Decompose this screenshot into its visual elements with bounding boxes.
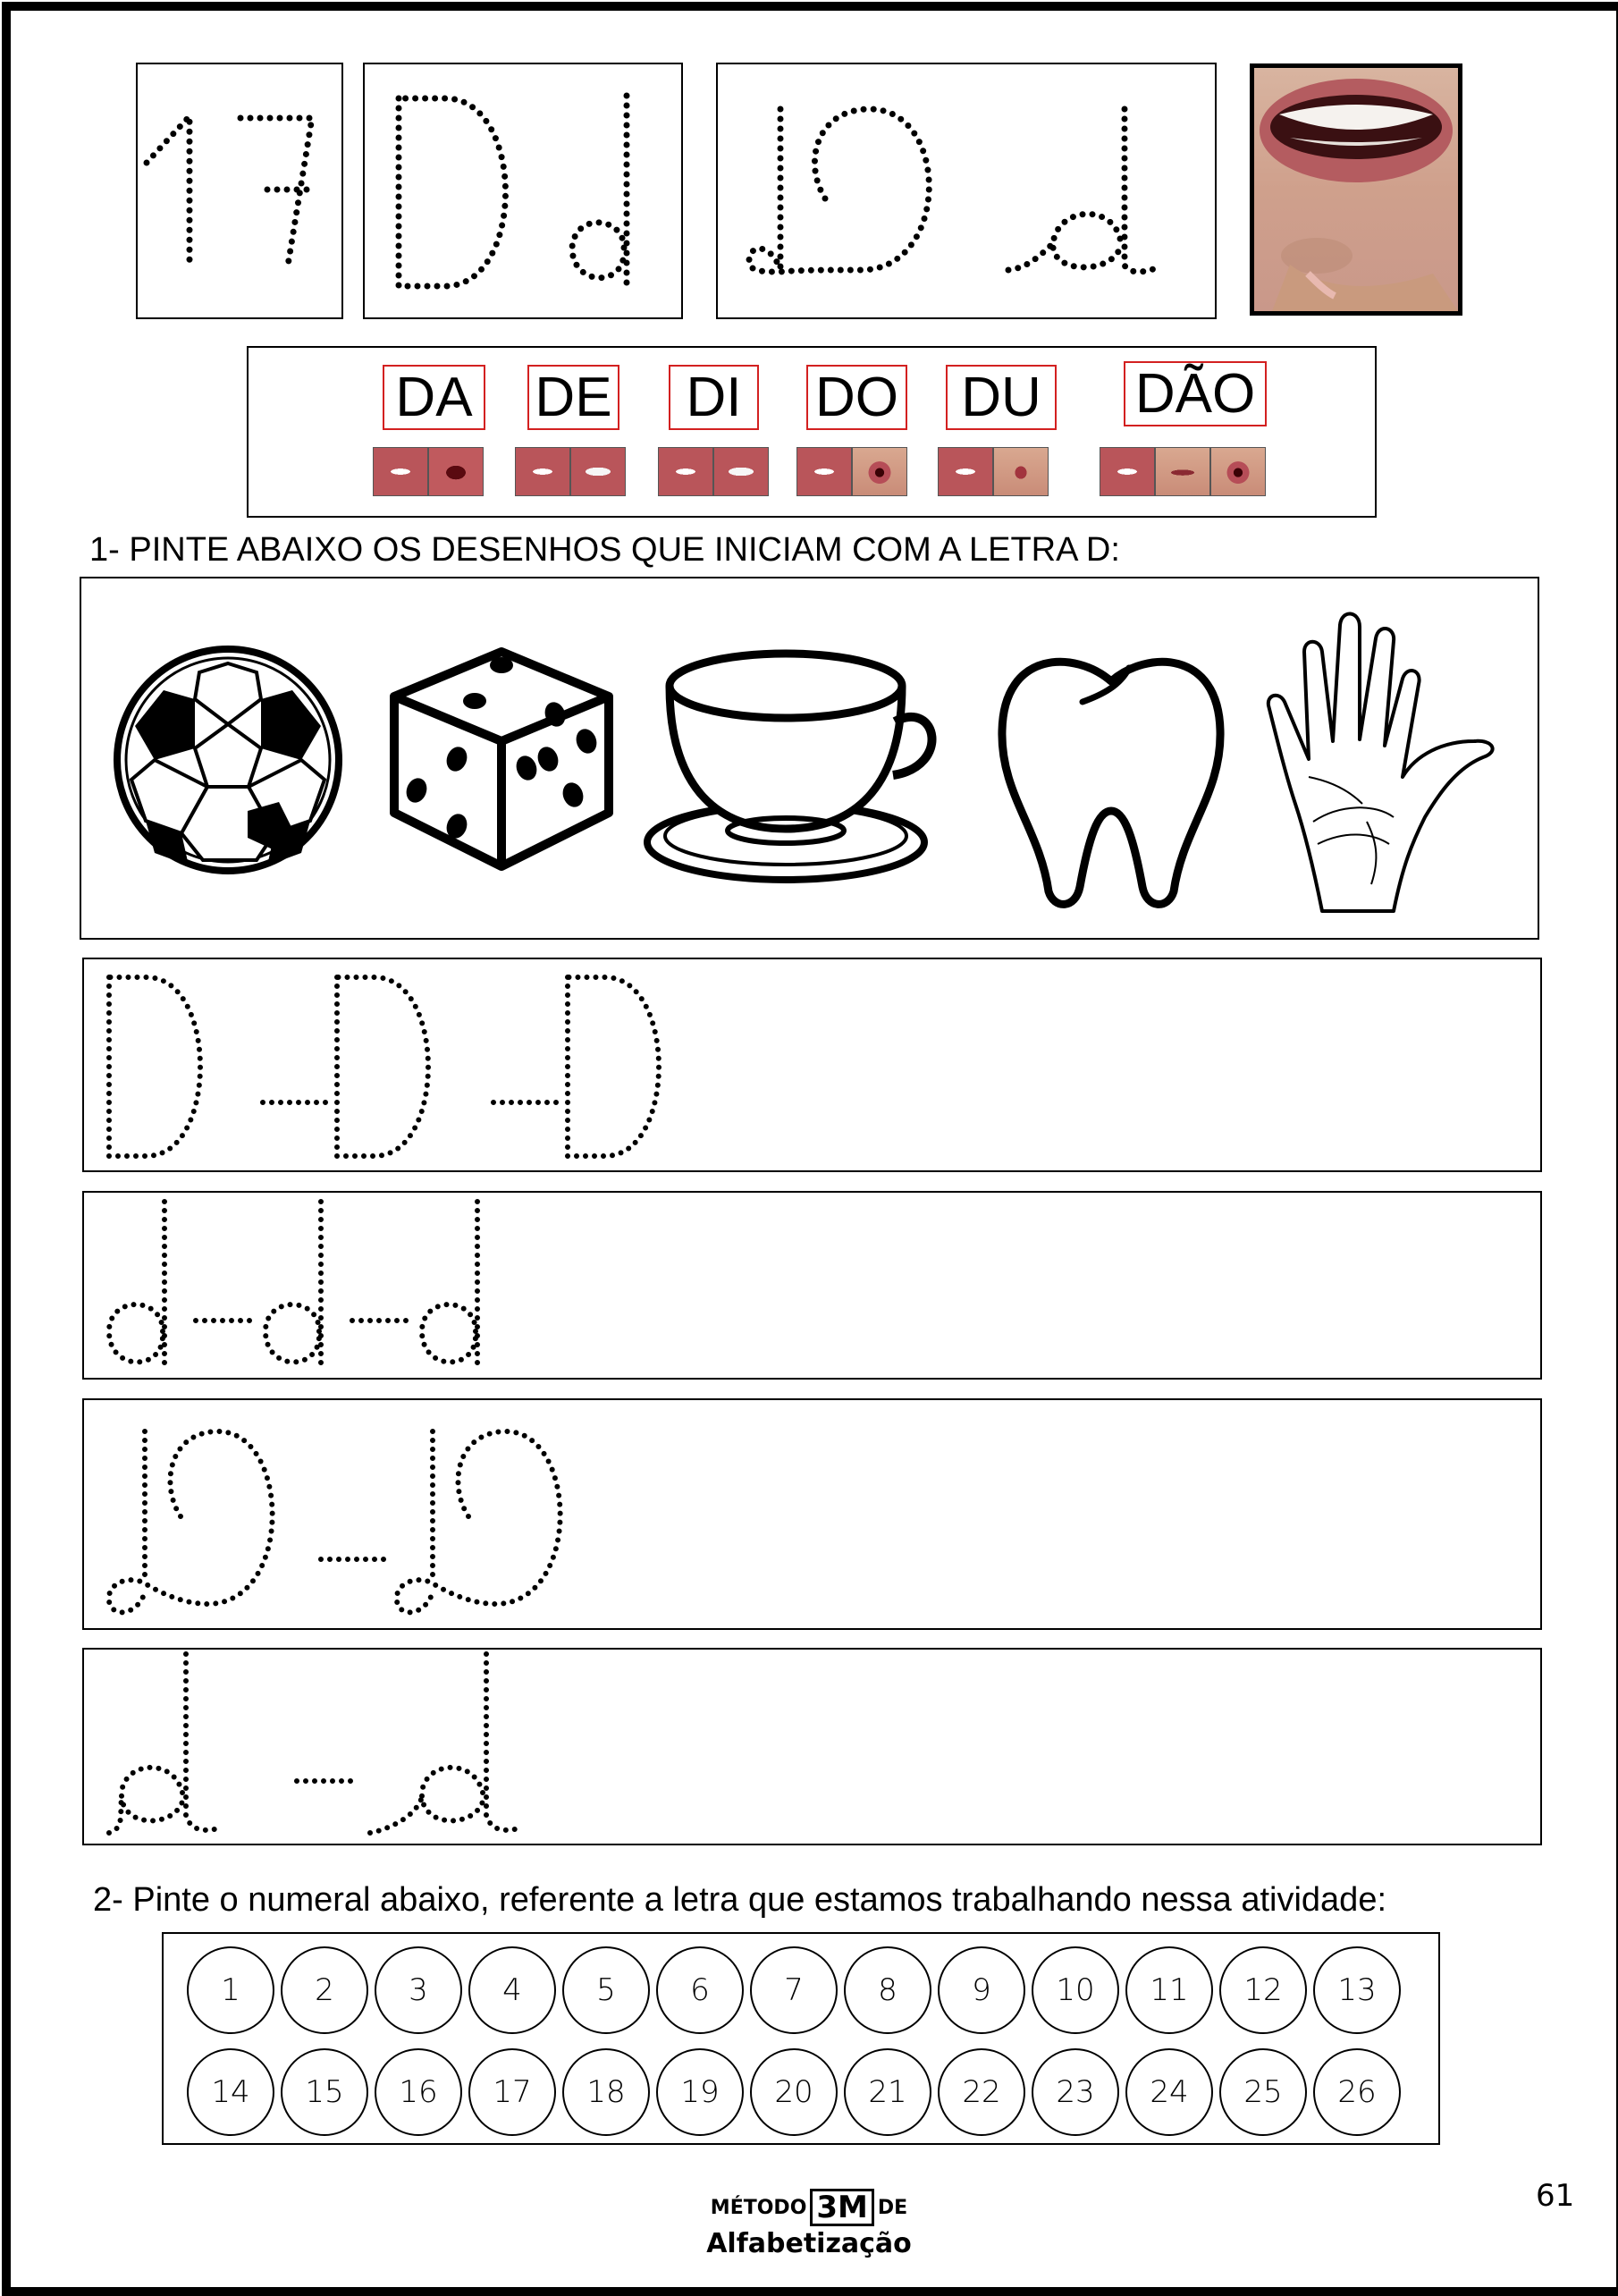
numeral-circle[interactable]: 11 bbox=[1125, 1946, 1213, 2034]
dotted-cursive-d-row bbox=[84, 1650, 1540, 1844]
syllable-DU: DU bbox=[946, 365, 1057, 430]
numeral-circle[interactable]: 14 bbox=[187, 2048, 274, 2136]
numbers-box bbox=[162, 1932, 1440, 2145]
mouth-images-DO bbox=[796, 447, 907, 496]
syllable-DI: DI bbox=[669, 365, 759, 430]
numeral-circle[interactable]: 4 bbox=[468, 1946, 556, 2034]
mouth-smile-icon bbox=[373, 447, 428, 496]
mouth-images-DU bbox=[938, 447, 1049, 496]
numeral-circle[interactable]: 26 bbox=[1313, 2048, 1401, 2136]
numeral-circle[interactable]: 12 bbox=[1219, 1946, 1307, 2034]
dice-icon[interactable] bbox=[376, 625, 627, 893]
mouth-smile-icon bbox=[658, 447, 713, 496]
numeral-circle[interactable]: 13 bbox=[1313, 1946, 1401, 2034]
dotted-cursive-D-row bbox=[84, 1400, 1540, 1628]
syllable-DAO: DÃO bbox=[1124, 361, 1267, 426]
mouth-smile-icon bbox=[938, 447, 993, 496]
dotted-d-row bbox=[84, 1193, 1540, 1378]
numeral-circle[interactable]: 7 bbox=[750, 1946, 838, 2034]
numeral-circle[interactable]: 21 bbox=[844, 2048, 931, 2136]
trace-row-print-lower bbox=[82, 1191, 1542, 1380]
mouth-images-DAO bbox=[1100, 447, 1266, 496]
mouth-round-icon bbox=[1210, 447, 1266, 496]
number-box bbox=[136, 63, 343, 319]
dotted-print-Dd bbox=[365, 64, 681, 317]
syllable-DO: DO bbox=[806, 365, 907, 430]
syllable-DE: DE bbox=[527, 365, 619, 430]
syllable-DA: DA bbox=[383, 365, 485, 430]
numeral-circle[interactable]: 25 bbox=[1219, 2048, 1307, 2136]
trace-row-cursive-upper bbox=[82, 1398, 1542, 1630]
mouth-round-icon bbox=[852, 447, 907, 496]
teacup-icon[interactable] bbox=[643, 632, 938, 891]
print-letter-box bbox=[363, 63, 683, 319]
numeral-circle[interactable]: 18 bbox=[562, 2048, 650, 2136]
open-smile-mouth-icon bbox=[1254, 68, 1458, 311]
numeral-circle[interactable]: 8 bbox=[844, 1946, 931, 2034]
mouth-images-DE bbox=[515, 447, 626, 496]
numeral-circle[interactable]: 15 bbox=[281, 2048, 368, 2136]
numeral-circle[interactable]: 10 bbox=[1032, 1946, 1119, 2034]
numeral-circle[interactable]: 2 bbox=[281, 1946, 368, 2034]
trace-row-cursive-lower bbox=[82, 1648, 1542, 1845]
numeral-circle[interactable]: 16 bbox=[375, 2048, 462, 2136]
dotted-number-17 bbox=[138, 64, 341, 317]
mouth-images-DI bbox=[658, 447, 769, 496]
exercise2-instruction: 2- Pinte o numeral abaixo, referente a letra que estamos trabalhando nessa atividade: bbox=[93, 1881, 1387, 1919]
mouth-open-icon bbox=[428, 447, 484, 496]
soccer-ball-icon[interactable] bbox=[114, 646, 342, 874]
numeral-circle[interactable]: 20 bbox=[750, 2048, 838, 2136]
mouth-teeth-icon bbox=[570, 447, 626, 496]
hand-icon[interactable] bbox=[1260, 598, 1510, 929]
brand-suffix: DE bbox=[877, 2196, 908, 2219]
trace-row-print-upper bbox=[82, 958, 1542, 1172]
numeral-circle[interactable]: 22 bbox=[938, 2048, 1025, 2136]
mouth-pucker-icon bbox=[993, 447, 1049, 496]
numeral-circle[interactable]: 6 bbox=[656, 1946, 744, 2034]
pictures-box bbox=[80, 577, 1539, 940]
numeral-circle[interactable]: 24 bbox=[1125, 2048, 1213, 2136]
mouth-smile-icon bbox=[796, 447, 852, 496]
mouth-images-DA bbox=[373, 447, 484, 496]
numeral-circle[interactable]: 5 bbox=[562, 1946, 650, 2034]
dotted-cursive-Dd bbox=[718, 64, 1215, 317]
tooth-icon[interactable] bbox=[986, 632, 1236, 909]
mouth-teeth-icon bbox=[713, 447, 769, 496]
numeral-circle[interactable]: 1 bbox=[187, 1946, 274, 2034]
numeral-circle[interactable]: 19 bbox=[656, 2048, 744, 2136]
brand-mark-3m: 3M bbox=[810, 2189, 874, 2226]
exercise1-instruction: 1- PINTE ABAIXO OS DESENHOS QUE INICIAM COM A LETRA D: bbox=[89, 531, 1120, 569]
page-number: 61 bbox=[1536, 2178, 1575, 2214]
cursive-letter-box bbox=[716, 63, 1217, 319]
mouth-smile-icon bbox=[515, 447, 570, 496]
numeral-circle[interactable]: 3 bbox=[375, 1946, 462, 2034]
mouth-smile-icon bbox=[1100, 447, 1155, 496]
brand-subtitle: Alfabetização bbox=[706, 2228, 912, 2259]
numeral-circle[interactable]: 9 bbox=[938, 1946, 1025, 2034]
brand-prefix: MÉTODO bbox=[710, 2196, 807, 2219]
mouth-flat-icon bbox=[1155, 447, 1210, 496]
brand-logo bbox=[0, 2189, 1618, 2259]
dotted-D-row bbox=[84, 959, 1540, 1170]
numeral-circle[interactable]: 23 bbox=[1032, 2048, 1119, 2136]
mouth-photo bbox=[1250, 63, 1462, 316]
numeral-circle[interactable]: 17 bbox=[468, 2048, 556, 2136]
